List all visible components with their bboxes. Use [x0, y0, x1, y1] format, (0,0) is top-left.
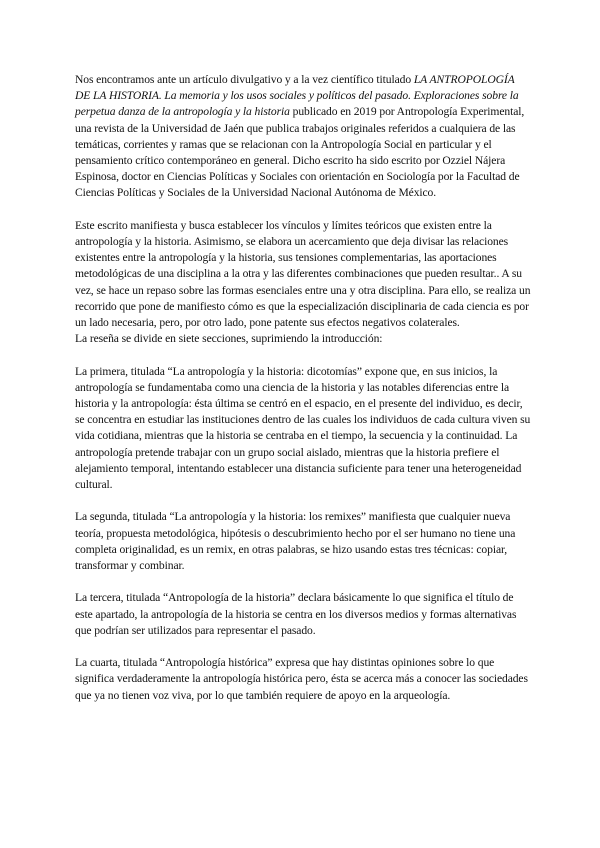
- paragraph-intro: [75, 72, 531, 202]
- paragraph-section-one: La primera, titulada “La antropología y la historia: dicotomías” expone que, en sus inicios, la antropología se fundamentaba como una ciencia de la historia y las notables diferencias entre la historia y la antropología: ésta última se centró en el espacio, en el presente del individuo, es decir, se concentra en estudiar las instituciones dentro de las cuales los individuos de cada cultura viven su vida cotidiana, mientras que la historia se centraba en el tiempo, la secuencia y la continuidad. La antropología pretende trabajar con un grupo social aislado, mientras que la historia prefiere el alejamiento temporal, intentando establecer una distancia suficiente para tener una heterogeneidad cultural.: [75, 364, 531, 492]
- paragraph-purpose: Este escrito manifiesta y busca establecer los vínculos y límites teóricos que existen entre la antropología y la historia. Asimismo, se elabora un acercamiento que deja divisar las relaciones existentes entre la antropología y la historia, sus tensiones complementarias, las aportaciones metodológicas de una disciplina a la otra y las diferentes combinaciones que pueden resultar.. A su vez, se hace un repaso sobre las formas esenciales entre una y otra disciplina. Para ello, se realiza un recorrido que pone de manifiesto cómo es que la especialización disciplinaria de cada ciencia es por un lado necesaria, pero, por otro lado, pone patente sus efectos negativos colaterales.: [75, 218, 531, 330]
- paragraph-section-four: La cuarta, titulada “Antropología histórica” expresa que hay distintas opiniones sobre lo que significa verdaderamente la antropología histórica pero, ésta se acerca más a conocer las sociedades que ya no tienen voz viva, por lo que también requiere de apoyo en la arqueología.: [75, 656, 528, 702]
- paragraph-sections-note: La reseña se divide en siete secciones, suprimiendo la introducción:: [75, 332, 383, 346]
- document-body: [75, 72, 531, 720]
- article-title: LA ANTROPOLOGÍA DE LA HISTORIA. La memoria y los usos sociales y políticos del pasado. Exploraciones sobre la perpetua danza de la antropología y la historia: [75, 73, 519, 119]
- intro-text-start: Nos encontramos ante un artículo divulgativo y a la vez científico titulado: [75, 73, 414, 86]
- paragraph-section-two: La segunda, titulada “La antropología y la historia: los remixes” manifiesta que cualquier nueva teoría, propuesta metodológica, hipótesis o descubrimiento hecho por el ser humano no tiene una completa originalidad, es un remix, en otras palabras, se hizo usando estas tres técnicas: copiar, transformar y combinar.: [75, 510, 516, 573]
- paragraph-section-three: La tercera, titulada “Antropología de la historia” declara básicamente lo que significa el título de este apartado, la antropología de la historia se centra en los diversos medios y formas alternativas que podrían ser utilizados para representar el pasado.: [75, 591, 517, 637]
- intro-text-end: publicado en 2019 por Antropología Experimental, una revista de la Universidad de Jaén que publica trabajos originales referidos a cualquiera de las temáticas, corrientes y ramas que se relacionan con la Antropología Social en particular y el pensamiento crítico contemporáneo en general. Dicho escrito ha sido escrito por Ozziel Nájera Espinosa, doctor en Ciencias Políticas y Sociales con orientación en Sociología por la Facultad de Ciencias Políticas y Sociales de la Universidad Nacional Autónoma de México.: [75, 105, 525, 200]
